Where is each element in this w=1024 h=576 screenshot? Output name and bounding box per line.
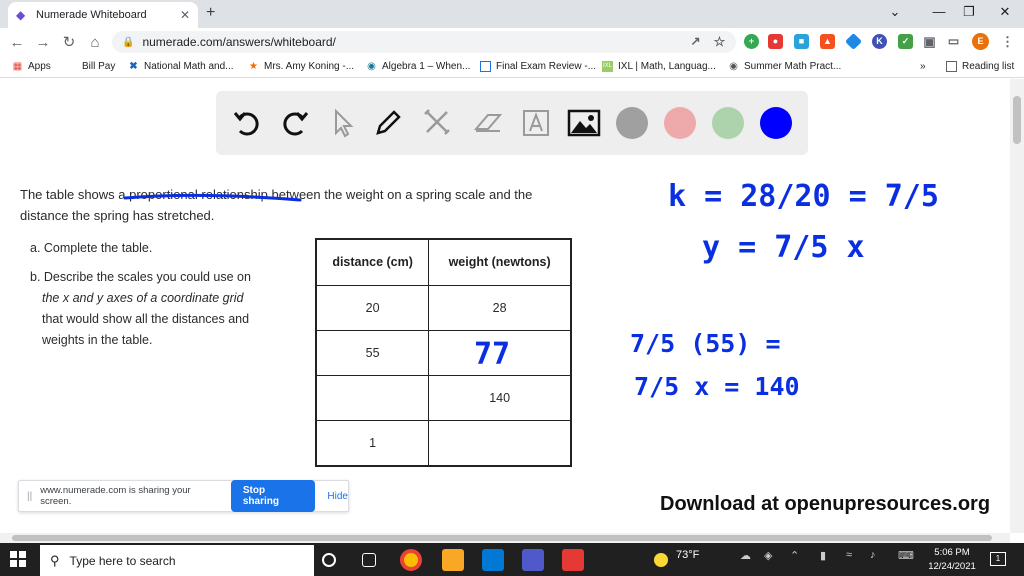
reading-list-button[interactable] <box>946 61 1014 72</box>
table-row <box>316 330 571 375</box>
bookmark-label: National Math and... <box>144 61 234 72</box>
folder-icon <box>66 61 77 72</box>
bookmark-label: Bill Pay <box>82 61 116 72</box>
circle-logo-icon: ◉ <box>729 61 738 72</box>
file-explorer-icon[interactable] <box>442 549 464 571</box>
vertical-scroll-thumb[interactable] <box>1013 96 1021 144</box>
restore-button[interactable]: ❐ <box>963 4 975 19</box>
bookmark-national-math[interactable] <box>128 61 234 72</box>
search-icon: ⚲ <box>50 552 60 568</box>
color-swatch-green[interactable] <box>712 107 744 139</box>
apps-grid-icon: ▦ <box>12 61 23 72</box>
problem-intro-line-1: The table shows a proportional relationship between the weight on a spring scale and the <box>20 187 533 202</box>
extension-lock-icon[interactable]: ■ <box>794 34 809 49</box>
bookmark-ixl[interactable] <box>602 61 716 72</box>
tab-close-icon[interactable]: ✕ <box>179 8 190 22</box>
task-view-icon[interactable] <box>362 553 376 567</box>
tab-title: Numerade Whiteboard <box>36 9 147 21</box>
back-button[interactable]: ← <box>9 33 25 51</box>
drag-handle-icon[interactable]: || <box>27 490 33 502</box>
redo-icon[interactable] <box>276 105 312 141</box>
problem-intro-line-2: distance the spring has stretched. <box>20 208 215 223</box>
table-cell: 28 <box>429 285 571 330</box>
table-cell <box>429 330 571 375</box>
wifi-icon[interactable]: ≈ <box>846 549 853 561</box>
battery-icon[interactable]: ▮ <box>820 550 827 562</box>
tab-search-chevron-icon[interactable]: ⌄ <box>889 4 901 19</box>
color-swatch-gray[interactable] <box>616 107 648 139</box>
hide-button[interactable]: Hide <box>327 490 348 502</box>
wordpress-icon: ◉ <box>367 61 376 72</box>
text-icon[interactable] <box>518 105 554 141</box>
windows-start-icon[interactable] <box>10 551 26 567</box>
search-placeholder: Type here to search <box>69 553 176 568</box>
extension-plus-icon[interactable]: + <box>744 34 759 49</box>
part-b-line-4: weights in the table. <box>42 333 153 347</box>
share-icon[interactable]: ↗ <box>690 34 701 48</box>
system-clock[interactable] <box>922 546 982 574</box>
data-table <box>315 238 572 467</box>
cast-icon[interactable]: ▭ <box>947 34 960 48</box>
table-cell <box>316 376 429 421</box>
table-row <box>316 376 571 421</box>
handwriting-line-3: 7/5 (55) = <box>630 329 781 358</box>
bookmark-apps[interactable] <box>12 61 51 72</box>
header-weight: weight (newtons) <box>429 239 571 285</box>
eraser-icon[interactable] <box>470 105 506 141</box>
minimize-button[interactable]: — <box>932 4 946 19</box>
extensions-puzzle-icon[interactable]: ▣ <box>923 34 936 49</box>
pointer-icon[interactable] <box>324 105 360 141</box>
watermark-text: Download at openupresources.org <box>660 493 991 515</box>
store-icon[interactable] <box>482 549 504 571</box>
part-b-line-2: the x and y axes of a coordinate grid <box>42 291 244 305</box>
ixl-logo-icon: IXL <box>602 61 613 72</box>
url-text: numerade.com/answers/whiteboard/ <box>142 35 336 49</box>
home-button[interactable]: ⌂ <box>90 33 100 51</box>
table-cell: 20 <box>316 285 429 330</box>
keyboard-icon[interactable]: ⌨ <box>898 550 914 562</box>
problem-statement <box>20 184 580 226</box>
clock-date: 12/24/2021 <box>928 561 976 572</box>
reload-button[interactable]: ↻ <box>62 34 76 51</box>
extension-check-icon[interactable]: ✓ <box>898 34 913 49</box>
vertical-scrollbar[interactable] <box>1010 79 1024 533</box>
bookmarks-bar <box>0 56 1024 78</box>
notification-center-icon[interactable]: 1 <box>990 552 1006 566</box>
tools-icon[interactable] <box>420 105 456 141</box>
forward-button[interactable]: → <box>35 33 51 51</box>
handwriting-cell-answer: 77 <box>474 337 511 372</box>
table-row <box>316 421 571 466</box>
reading-list-label: Reading list <box>962 61 1015 72</box>
profile-avatar[interactable]: E <box>972 33 989 50</box>
document-icon <box>480 61 491 72</box>
share-message: www.numerade.com is sharing your screen. <box>40 485 191 507</box>
bookmark-bill-pay[interactable] <box>66 61 115 72</box>
bookmark-label: Mrs. Amy Koning -... <box>264 61 355 72</box>
page-icon: ★ <box>249 61 258 72</box>
bookmark-final-exam[interactable] <box>480 61 596 72</box>
bookmark-label: Apps <box>28 61 51 72</box>
tray-chevron-icon[interactable]: ⌃ <box>790 550 800 562</box>
table-cell <box>429 421 571 466</box>
part-a-text: a. Complete the table. <box>30 241 153 255</box>
bookmark-label: Summer Math Pract... <box>744 61 842 72</box>
taskbar-search-box[interactable] <box>40 545 314 576</box>
weather-sun-icon[interactable] <box>654 553 668 567</box>
handwriting-line-2: y = 7/5 x <box>702 230 865 265</box>
teams-icon[interactable] <box>522 549 544 571</box>
stop-sharing-button[interactable]: Stop sharing <box>231 480 316 512</box>
chrome-taskbar-icon[interactable] <box>400 549 422 571</box>
table-row <box>316 285 571 330</box>
image-icon[interactable] <box>566 105 602 141</box>
numerade-favicon-icon: ◆ <box>16 8 26 22</box>
bookmark-algebra-1[interactable] <box>366 61 470 72</box>
x-logo-icon: ✖ <box>129 61 138 72</box>
bookmarks-overflow-icon[interactable]: » <box>920 61 926 72</box>
extension-bookmark-icon[interactable]: ▲ <box>820 34 835 49</box>
table-cell: 55 <box>316 330 429 375</box>
undo-icon[interactable] <box>230 105 266 141</box>
table-cell: 140 <box>429 376 571 421</box>
bookmark-label: IXL | Math, Languag... <box>618 61 716 72</box>
close-window-button[interactable]: ✕ <box>999 4 1011 19</box>
pen-icon[interactable] <box>370 105 406 141</box>
color-swatch-pink[interactable] <box>664 107 696 139</box>
bookmark-label: Final Exam Review -... <box>496 61 597 72</box>
header-distance: distance (cm) <box>316 239 429 285</box>
table-header-row <box>316 239 571 285</box>
part-b-line-3: that would show all the distances and <box>42 312 250 326</box>
part-b-line-1: b. Describe the scales you could use on <box>30 270 251 284</box>
screen-share-bar <box>18 480 349 512</box>
whiteboard-toolbar <box>216 91 808 155</box>
clock-time: 5:06 PM <box>934 547 970 558</box>
app-icon[interactable] <box>562 549 584 571</box>
volume-icon[interactable]: ♪ <box>870 549 876 561</box>
bookmark-mrs-koning[interactable] <box>248 61 354 72</box>
reading-list-icon <box>946 61 957 72</box>
color-swatch-blue[interactable] <box>760 107 792 139</box>
browser-tab[interactable] <box>8 2 198 28</box>
table-cell: 1 <box>316 421 429 466</box>
lock-icon: 🔒 <box>122 36 135 48</box>
extension-k-icon[interactable]: K <box>872 34 887 49</box>
handwriting-line-4: 7/5 x = 140 <box>634 372 800 401</box>
menu-kebab-icon[interactable]: ⋮ <box>1001 34 1014 49</box>
extension-screencast-icon[interactable]: ● <box>768 34 783 49</box>
horizontal-scroll-thumb[interactable] <box>12 535 992 541</box>
onedrive-icon[interactable]: ☁ <box>740 550 751 562</box>
address-bar[interactable] <box>112 31 736 53</box>
handwriting-line-1: k = 28/20 = 7/5 <box>668 179 939 214</box>
dropbox-icon[interactable]: ◈ <box>764 550 773 562</box>
cortana-icon[interactable] <box>322 553 336 567</box>
bookmark-star-icon[interactable]: ☆ <box>713 34 726 49</box>
weather-temp[interactable]: 73°F <box>676 549 700 561</box>
bookmark-summer-math[interactable] <box>728 61 841 72</box>
bookmark-label: Algebra 1 – When... <box>382 61 471 72</box>
new-tab-button[interactable]: + <box>206 4 216 21</box>
